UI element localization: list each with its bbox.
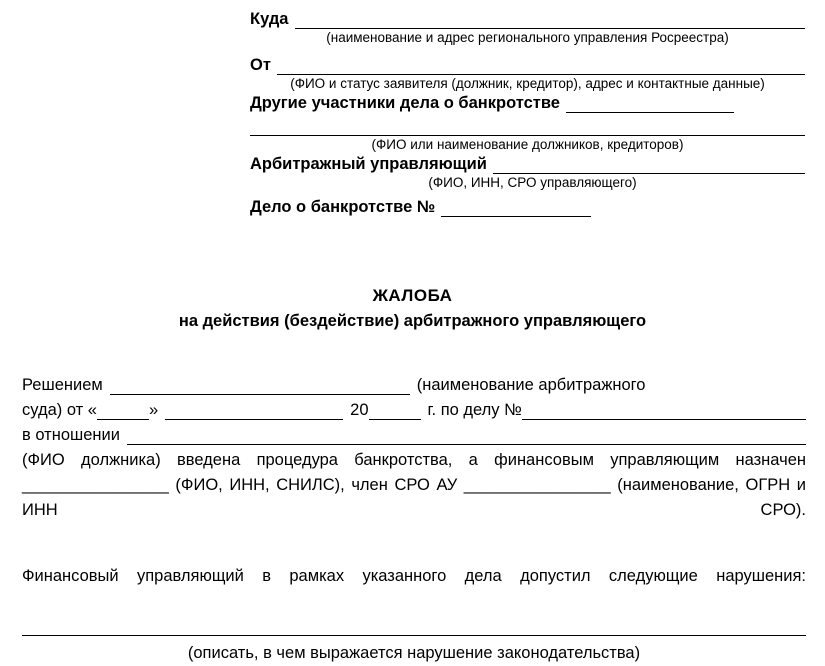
hint-kuda: (наименование и адрес регионального управления Росреестра): [326, 29, 729, 45]
label-case-number: Дело о банкротстве №: [250, 197, 436, 216]
input-line-debtor[interactable]: [127, 427, 806, 445]
hint-manager: (ФИО, ИНН, СРО управляющего): [428, 175, 637, 191]
body-line-1: [22, 373, 806, 398]
paragraph-violations-intro: Финансовый управляющий в рамках указанного дела допустил следующие нарушения:: [22, 567, 806, 585]
text-regarding: в отношении: [22, 426, 120, 444]
paragraph-debtor-procedure: (ФИО должника) введена процедура банкротства, а финансовым управляющим назначен ________________ (ФИО, ИНН, СНИЛС), член СРО АУ ________________ (наименование, ОГРН и ИНН СРО).: [22, 451, 806, 519]
input-line-day[interactable]: [97, 402, 149, 420]
hint-court: (наименование арбитражного: [416, 376, 646, 394]
input-line-ot[interactable]: [277, 59, 805, 75]
input-line-other-participants-2[interactable]: [250, 121, 805, 136]
input-line-case-no[interactable]: [522, 402, 806, 420]
input-line-month[interactable]: [165, 402, 343, 420]
document-subtitle: на действия (бездействие) арбитражного управляющего: [178, 312, 647, 330]
text-court-from: суда) от «: [22, 401, 97, 419]
field-row-other-participants: [250, 94, 805, 113]
input-line-case-number[interactable]: [441, 201, 591, 217]
body-line-3: [22, 423, 806, 448]
label-other-participants: Другие участники дела о банкротстве: [250, 94, 560, 113]
input-line-other-participants[interactable]: [566, 97, 734, 113]
text-quote-close: »: [148, 401, 159, 419]
hint-violations: (описать, в чем выражается нарушение законодательства): [187, 644, 641, 662]
text-case-label: г. по делу №: [427, 401, 522, 419]
addressee-header-block: [250, 10, 805, 217]
input-line-violations[interactable]: [22, 634, 806, 636]
label-kuda: Куда: [250, 10, 289, 28]
field-row-case-number: [250, 198, 805, 217]
document-title: ЖАЛОБА: [372, 286, 453, 305]
input-line-court[interactable]: [110, 377, 410, 395]
document-body: [22, 373, 806, 666]
hint-other-participants: (ФИО или наименование должников, кредиторов): [371, 137, 684, 153]
input-line-manager[interactable]: [493, 158, 805, 174]
body-line-2: [22, 398, 806, 423]
hint-ot: (ФИО и статус заявителя (должник, кредитор), адрес и контактные данные): [290, 76, 765, 92]
field-row-manager: [250, 155, 805, 174]
input-line-year[interactable]: [369, 402, 421, 420]
label-ot: От: [250, 56, 271, 75]
text-year-prefix: 20: [350, 401, 369, 419]
input-line-kuda[interactable]: [295, 13, 806, 29]
field-row-ot: [250, 56, 805, 75]
text-decision: Решением: [22, 376, 103, 394]
document-title-block: [0, 286, 825, 331]
label-manager: Арбитражный управляющий: [250, 155, 487, 174]
field-row-kuda: [250, 10, 805, 29]
